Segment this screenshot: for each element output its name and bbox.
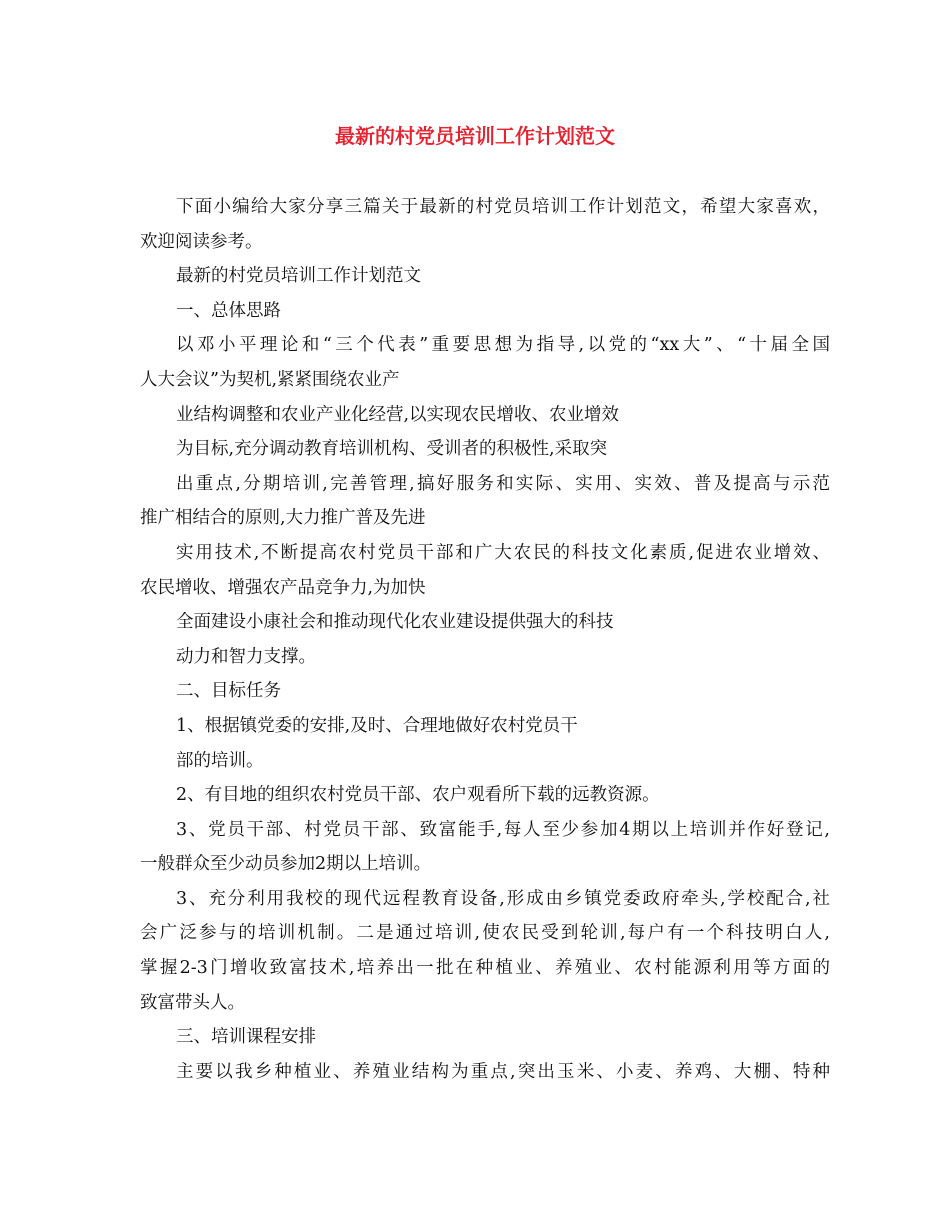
paragraph-line: 下面小编给大家分享三篇关于最新的村党员培训工作计划范文，希望大家喜欢， xyxy=(176,197,830,217)
paragraph-line: 最新的村党员培训工作计划范文 xyxy=(176,266,421,287)
paragraph-line: 全面建设小康社会和推动现代化农业建设提供强大的科技 xyxy=(176,612,614,633)
paragraph-line: 2、有目地的组织农村党员干部、农户观看所下载的远教资源。 xyxy=(176,785,660,806)
paragraph-line: 致富带头人。 xyxy=(140,992,245,1013)
paragraph-line: 欢迎阅读参考。 xyxy=(140,231,263,252)
paragraph-line: 人大会议”为契机,紧紧围绕农业产 xyxy=(140,369,400,390)
paragraph-line: 推广相结合的原则,大力推广普及先进 xyxy=(140,508,426,529)
paragraph-line: 主要以我乡种植业、养殖业结构为重点,突出玉米、小麦、养鸡、大棚、特种 xyxy=(176,1061,830,1082)
paragraph-line: 会广泛参与的培训机制。二是通过培训,使农民受到轮训,每户有一个科技明白人, xyxy=(140,923,830,944)
paragraph-line: 实用技术,不断提高农村党员干部和广大农民的科技文化素质,促进农业增效、 xyxy=(176,542,830,563)
paragraph-line: 业结构调整和农业产业化经营,以实现农民增收、农业增效 xyxy=(176,404,620,425)
paragraph-line: 1、根据镇党委的安排,及时、合理地做好农村党员干 xyxy=(176,715,578,736)
document-body xyxy=(140,190,830,1089)
paragraph-line: 掌握2-3门增收致富技术,培养出一批在种植业、养殖业、农村能源利用等方面的 xyxy=(140,958,830,979)
section-heading: 一、总体思路 xyxy=(176,300,281,321)
paragraph-line: 部的培训。 xyxy=(176,750,264,771)
paragraph-line: 农民增收、增强农产品竞争力,为加快 xyxy=(140,577,426,598)
section-heading: 三、培训课程安排 xyxy=(176,1027,316,1048)
paragraph-line: 出重点,分期培训,完善管理,搞好服务和实际、实用、实效、普及提高与示范 xyxy=(176,473,830,494)
paragraph-line: 3、充分利用我校的现代远程教育设备,形成由乡镇党委政府牵头,学校配合,社 xyxy=(176,888,830,909)
section-heading: 二、目标任务 xyxy=(176,681,281,702)
paragraph-line: 一般群众至少动员参加2期以上培训。 xyxy=(140,854,432,875)
paragraph-line: 为目标,充分调动教育培训机构、受训者的积极性,采取突 xyxy=(176,439,608,460)
paragraph-line: 3、党员干部、村党员干部、致富能手,每人至少参加4期以上培训并作好登记, xyxy=(176,819,830,840)
document-title: 最新的村党员培训工作计划范文 xyxy=(335,124,615,148)
paragraph-line: 以邓小平理论和“三个代表”重要思想为指导,以党的“xx大”、“十届全国 xyxy=(176,335,830,356)
paragraph-line: 动力和智力支撑。 xyxy=(176,646,316,667)
